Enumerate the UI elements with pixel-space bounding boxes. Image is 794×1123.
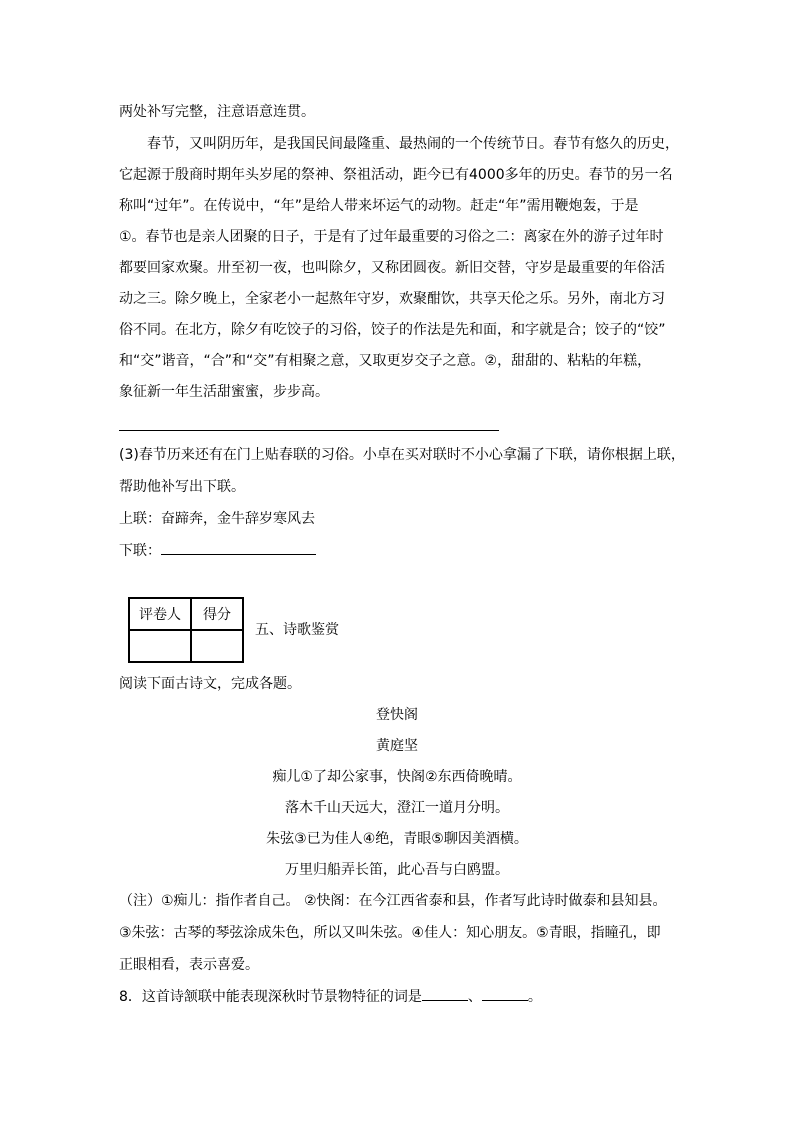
poem-line-4: 万里归船弄长笛，此心吾与白鸥盟。 bbox=[285, 862, 509, 878]
passage-line-8: 和“交”谐音，“合”和“交”有相聚之意，又取更岁交子之意。②，甜甜的、粘粘的年糕， bbox=[119, 353, 652, 369]
lower-couplet-blank[interactable] bbox=[161, 540, 316, 555]
passage-line-9: 象征新一年生活甜蜜蜜，步步高。 bbox=[119, 384, 329, 400]
reviewer-header: 评卷人 bbox=[129, 598, 191, 630]
q8-separator: 、 bbox=[467, 989, 482, 1005]
passage-line-3: 称叫“过年”。在传说中，“年”是给人带来坏运气的动物。赶走“年”需用鞭炮轰，于是 bbox=[119, 198, 639, 214]
poem-line-2: 落木千山天远大，澄江一道月分明。 bbox=[285, 800, 509, 816]
section-title: 五、诗歌鉴赏 bbox=[255, 622, 339, 638]
poem-title: 登快阁 bbox=[376, 707, 418, 723]
score-cell[interactable] bbox=[191, 630, 243, 662]
passage-line-6: 动之三。除夕晚上，全家老小一起熬年守岁，欢聚酣饮，共享天伦之乐。另外，南北方习 bbox=[119, 291, 665, 307]
passage-line-4: ①。春节也是亲人团聚的日子，于是有了过年最重要的习俗之二：离家在外的游子过年时 bbox=[119, 229, 664, 245]
passage-line-2: 它起源于殷商时期年头岁尾的祭神、祭祖活动，距今已有4000多年的历史。春节的另一名 bbox=[119, 167, 673, 183]
passage-line-1: 春节，又叫阴历年，是我国民间最隆重、最热闹的一个传统节日。春节有悠久的历史， bbox=[147, 136, 679, 152]
instruction-tail: 两处补写完整，注意语意连贯。 bbox=[119, 104, 315, 120]
poem-author: 黄庭坚 bbox=[376, 738, 418, 754]
passage-line-5: 都要回家欢聚。卅至初一夜，也叫除夕，又称团圆夜。新旧交替，守岁是最重要的年俗活 bbox=[119, 260, 665, 276]
note-line-2: ③朱弦：古琴的琴弦涂成朱色，所以又叫朱弦。④佳人：知心朋友。⑤青眼，指瞳孔，即 bbox=[119, 925, 661, 941]
q8-blank-2[interactable] bbox=[482, 988, 528, 1001]
q3-line-1: (3)春节历来还有在门上贴春联的习俗。小卓在买对联时不小心拿漏了下联，请你根据上联， bbox=[119, 447, 685, 463]
answer-line[interactable] bbox=[119, 430, 499, 431]
reading-instruction: 阅读下面古诗文，完成各题。 bbox=[119, 676, 301, 692]
q8-blank-1[interactable] bbox=[422, 988, 468, 1001]
q8 bbox=[119, 987, 542, 1007]
q3-line-2: 帮助他补写出下联。 bbox=[119, 479, 245, 495]
q8-end: 。 bbox=[527, 989, 542, 1005]
q3-upper-couplet: 上联：奋蹄奔，金牛辞岁寒风去 bbox=[119, 511, 315, 527]
passage-line-7: 俗不同。在北方，除夕有吃饺子的习俗，饺子的作法是先和面，和字就是合；饺子的“饺” bbox=[119, 322, 666, 338]
score-header: 得分 bbox=[191, 598, 243, 630]
note-line-3: 正眼相看，表示喜爱。 bbox=[119, 957, 259, 973]
q3-lower-couplet bbox=[119, 540, 316, 561]
q8-prompt: 8．这首诗颔联中能表现深秋时节景物特征的词是 bbox=[119, 989, 422, 1005]
poem-line-1: 痴儿①了却公家事，快阁②东西倚晚晴。 bbox=[272, 769, 522, 785]
lower-couplet-label: 下联： bbox=[119, 543, 161, 559]
reviewer-cell[interactable] bbox=[129, 630, 191, 662]
score-table bbox=[128, 597, 244, 663]
note-line-1: （注）①痴儿：指作者自己。 ②快阁：在今江西省泰和县，作者写此诗时做泰和县知县。 bbox=[119, 893, 667, 909]
poem-line-3: 朱弦③已为佳人④绝，青眼⑤聊因美酒横。 bbox=[266, 831, 528, 847]
